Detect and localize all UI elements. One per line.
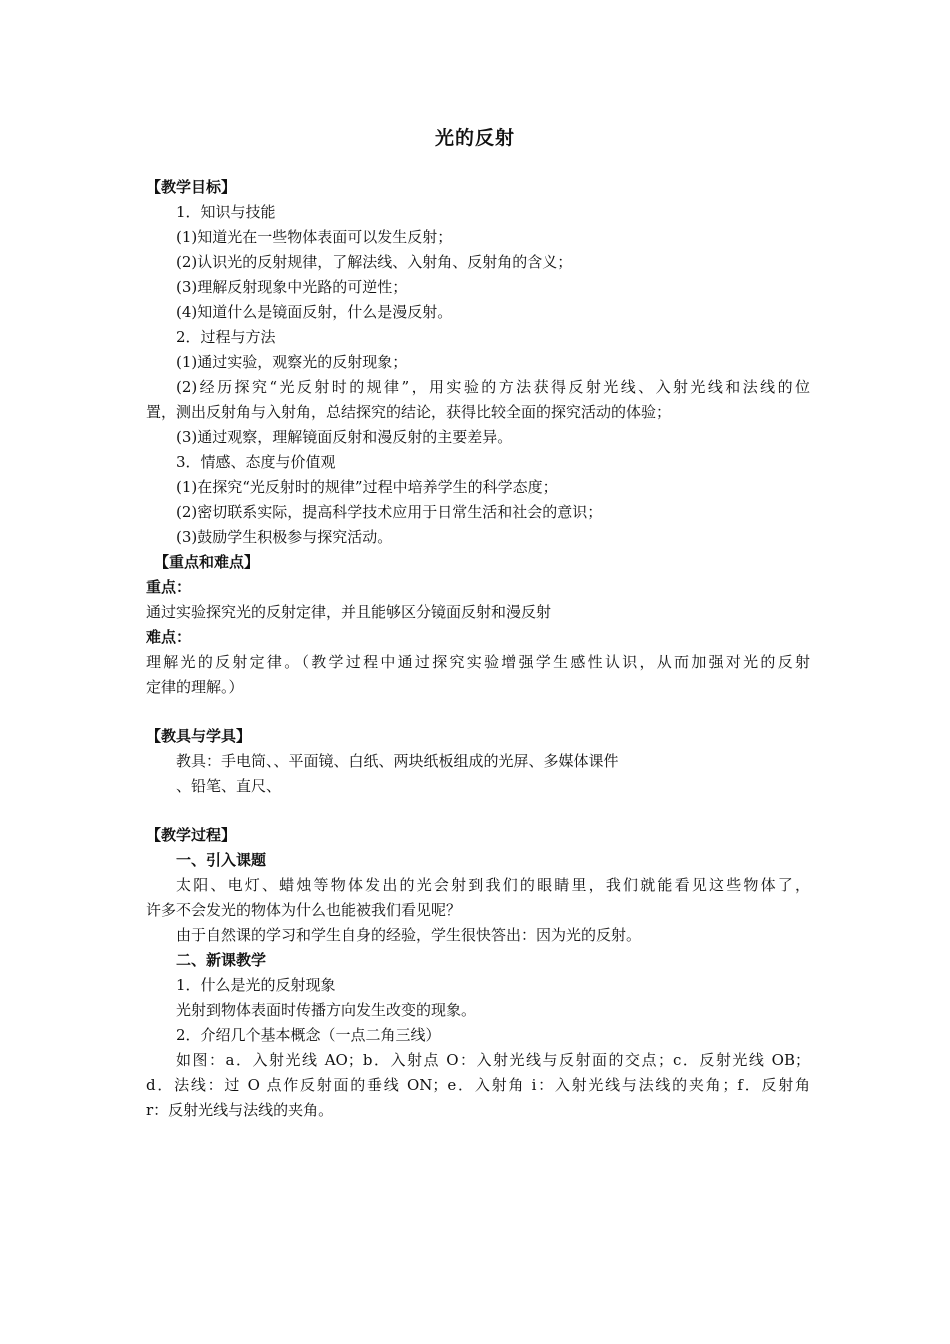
document-body xyxy=(146,175,810,1123)
difficult-point-label: 难点： xyxy=(146,628,192,646)
objective-item: (2)经历探究“光反射时的规律”，用实验的方法获得反射光线、入射光线和法线的位 xyxy=(176,378,810,396)
key-point-label: 重点： xyxy=(146,578,192,596)
objective-item-continued: 置，测出反射角与入射角，总结探究的结论，获得比较全面的探究活动的体验； xyxy=(146,403,672,421)
key-point-text: 通过实验探究光的反射定律，并且能够区分镜面反射和漫反射 xyxy=(146,603,552,621)
key-points-heading: 【重点和难点】 xyxy=(154,553,260,571)
objective-item: (3)鼓励学生积极参与探究活动。 xyxy=(176,528,393,546)
tools-list-continued: 、铅笔、直尺、 xyxy=(176,777,282,795)
intro-paragraph: 太阳、电灯、蜡烛等物体发出的光会射到我们的眼睛里，我们就能看见这些物体了， xyxy=(176,876,810,894)
concepts-heading: 2．介绍几个基本概念（一点二角三线） xyxy=(176,1026,441,1044)
concepts-text-continued: r：反射光线与法线的夹角。 xyxy=(146,1101,334,1119)
process-method-heading: 2．过程与方法 xyxy=(176,328,276,346)
new-lesson-heading: 二、新课教学 xyxy=(176,951,267,969)
objective-item: (2)密切联系实际，提高科学技术应用于日常生活和社会的意识； xyxy=(176,503,603,521)
objective-item: (4)知道什么是镜面反射，什么是漫反射。 xyxy=(176,303,453,321)
objectives-heading: 【教学目标】 xyxy=(146,178,237,196)
objective-item: (3)通过观察，理解镜面反射和漫反射的主要差异。 xyxy=(176,428,513,446)
objective-item: (1)通过实验，观察光的反射现象； xyxy=(176,353,408,371)
tools-heading: 【教具与学具】 xyxy=(146,727,252,745)
attitude-values-heading: 3．情感、态度与价值观 xyxy=(176,453,336,471)
page-title: 光的反射 xyxy=(434,127,515,149)
intro-paragraph-continued: 许多不会发光的物体为什么也能被我们看见呢？ xyxy=(146,901,462,919)
knowledge-skills-heading: 1．知识与技能 xyxy=(176,203,276,221)
intro-heading: 一、引入课题 xyxy=(176,851,267,869)
objective-item: (3)理解反射现象中光路的可逆性； xyxy=(176,278,408,296)
concepts-text: 如图：a．入射光线 AO；b．入射点 O：入射光线与反射面的交点；c．反射光线 OB； xyxy=(176,1051,810,1069)
concepts-text-continued: d．法线：过 O 点作反射面的垂线 ON；e．入射角 i：入射光线与法线的夹角；f．反射角 xyxy=(146,1076,810,1094)
objective-item: (1)知道光在一些物体表面可以发生反射； xyxy=(176,228,453,246)
reflection-definition-heading: 1．什么是光的反射现象 xyxy=(176,976,336,994)
difficult-point-text-continued: 定律的理解。） xyxy=(146,678,244,696)
objective-item: (2)认识光的反射规律，了解法线、入射角、反射角的含义； xyxy=(176,253,573,271)
process-heading: 【教学过程】 xyxy=(146,826,237,844)
difficult-point-text: 理解光的反射定律。（教学过程中通过探究实验增强学生感性认识，从而加强对光的反射 xyxy=(146,653,810,671)
reflection-definition-text: 光射到物体表面时传播方向发生改变的现象。 xyxy=(176,1001,477,1019)
intro-answer: 由于自然课的学习和学生自身的经验，学生很快答出：因为光的反射。 xyxy=(176,926,642,944)
objective-item: (1)在探究“光反射时的规律”过程中培养学生的科学态度； xyxy=(176,478,558,496)
tools-list: 教具：手电筒、、平面镜、白纸、两块纸板组成的光屏、多媒体课件 xyxy=(176,752,619,770)
